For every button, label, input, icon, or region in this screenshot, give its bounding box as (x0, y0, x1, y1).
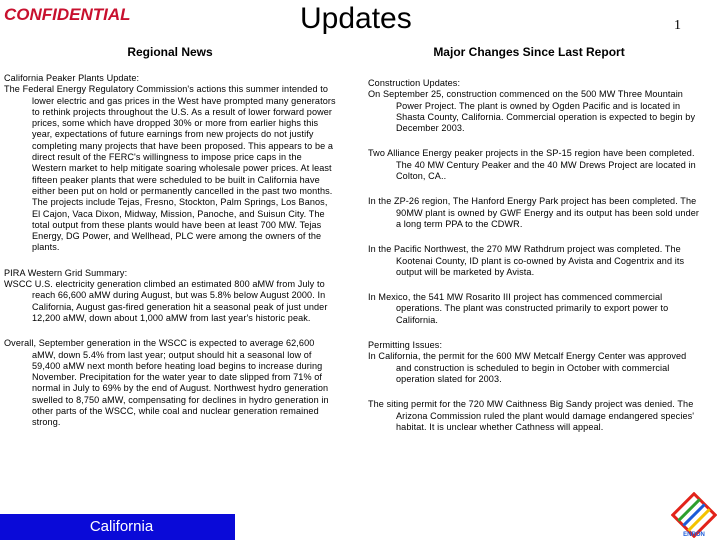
section-paragraph: Overall, September generation in the WSCC is expected to average 62,600 aMW, down 5.4% from last year; output should hit a seasonal low of 59,400 aMW next month before heating load begins to increase during November. Precipitation for the water year to date slipped from 71% of normal in July to 69% by the end of August. Northwest hydro generation swelled to 8,750 aMW, compensating for declines in hydro generation in other parts of the WSCC, while coal and nuclear generation remained strong. (4, 338, 329, 428)
enron-logo-text: ENRON (683, 532, 705, 538)
construction-item: On September 25, construction commenced on the 500 MW Three Mountain Power Project. The plant is owned by Ogden Pacific and is located in Shasta County, California. Commercial operation is expected to begin by December 2003. (368, 89, 696, 134)
confidential-label: CONFIDENTIAL (4, 5, 131, 24)
construction-item: Two Alliance Energy peaker projects in the SP-15 region have been completed. The 40 MW Century Peaker and the 40 MW Drews Project are located in Colton, CA.. (368, 148, 696, 182)
permitting-item: In California, the permit for the 600 MW Metcalf Energy Center was approved and construction is scheduled to begin in October with commercial operation slated for 2003. (368, 351, 687, 384)
section-paragraph: The Federal Energy Regulatory Commission's actions this summer intended to lower electric and gas prices in the West have prompted many generators to rethink projects throughout the U.S. As a result of lower forward power prices, some which have dropped 30% or more from earlier highs this year, expectations of future earnings from new projects do not justify completing many projects that have been proposed. This appears to be a direct result of the FERC's willingness to impose price caps in the Western market to help mitigate soaring wholesale power prices. At least fifteen peaker plants that were scheduled to be built in California have either been put on hold or permanently cancelled in the past two months. The projects include Tejas, Fresno, Stockton, Palm Springs, Los Banos, El Cajon, Vaca Dixon, Midway, Mission, Panoche, and Suisun City. The total output from these plants would have been at least 700 MW. Tejas Energy, DG Power, and Wellhead, PLC were among the owners of the plants. (4, 84, 336, 253)
enron-logo-icon (671, 492, 717, 538)
page-number: 1 (674, 18, 681, 33)
construction-item: In Mexico, the 541 MW Rosarito III project has commenced commercial operations. The plant was constructed primarily to export power to California. (368, 292, 669, 325)
permitting-title: Permitting Issues: (368, 340, 443, 351)
construction-title: Construction Updates: (368, 78, 461, 88)
left-column (4, 73, 338, 429)
footer-label: California (89, 518, 154, 535)
section-paragraph: WSCC U.S. electricity generation climbed an estimated 800 aMW from July to reach 66,600 aMW during August, but was 5.8% below August 2000. In California, August gas-fired generation hit a seasonal peak of just under 12,200 aMW, down about 1,000 aMW from last year's historic peak. (4, 279, 328, 323)
construction-item: In the Pacific Northwest, the 270 MW Rathdrum project was completed. The Kootenai County, ID plant is co-owned by Avista and Cogentrix and its output will be marketed by Avista. (368, 244, 685, 277)
left-column-heading: Regional News (127, 45, 213, 59)
section-title: California Peaker Plants Update: (4, 73, 140, 83)
right-column-heading: Major Changes Since Last Report (433, 45, 625, 59)
footer-bar (0, 514, 235, 540)
permitting-item: The siting permit for the 720 MW Caithness Big Sandy project was denied. The Arizona Commission ruled the plant would damage endangered species' habitat. It is unclear whether Cathness will appeal. (368, 399, 695, 432)
page-title: Updates (300, 2, 412, 35)
right-column (368, 78, 701, 433)
section-title: PIRA Western Grid Summary: (4, 267, 128, 278)
construction-item: In the ZP-26 region, The Hanford Energy Park project has been completed. The 90MW plant is owned by GWF Energy and its output has been sold under a long term PPA to the CDWR. (368, 196, 700, 229)
